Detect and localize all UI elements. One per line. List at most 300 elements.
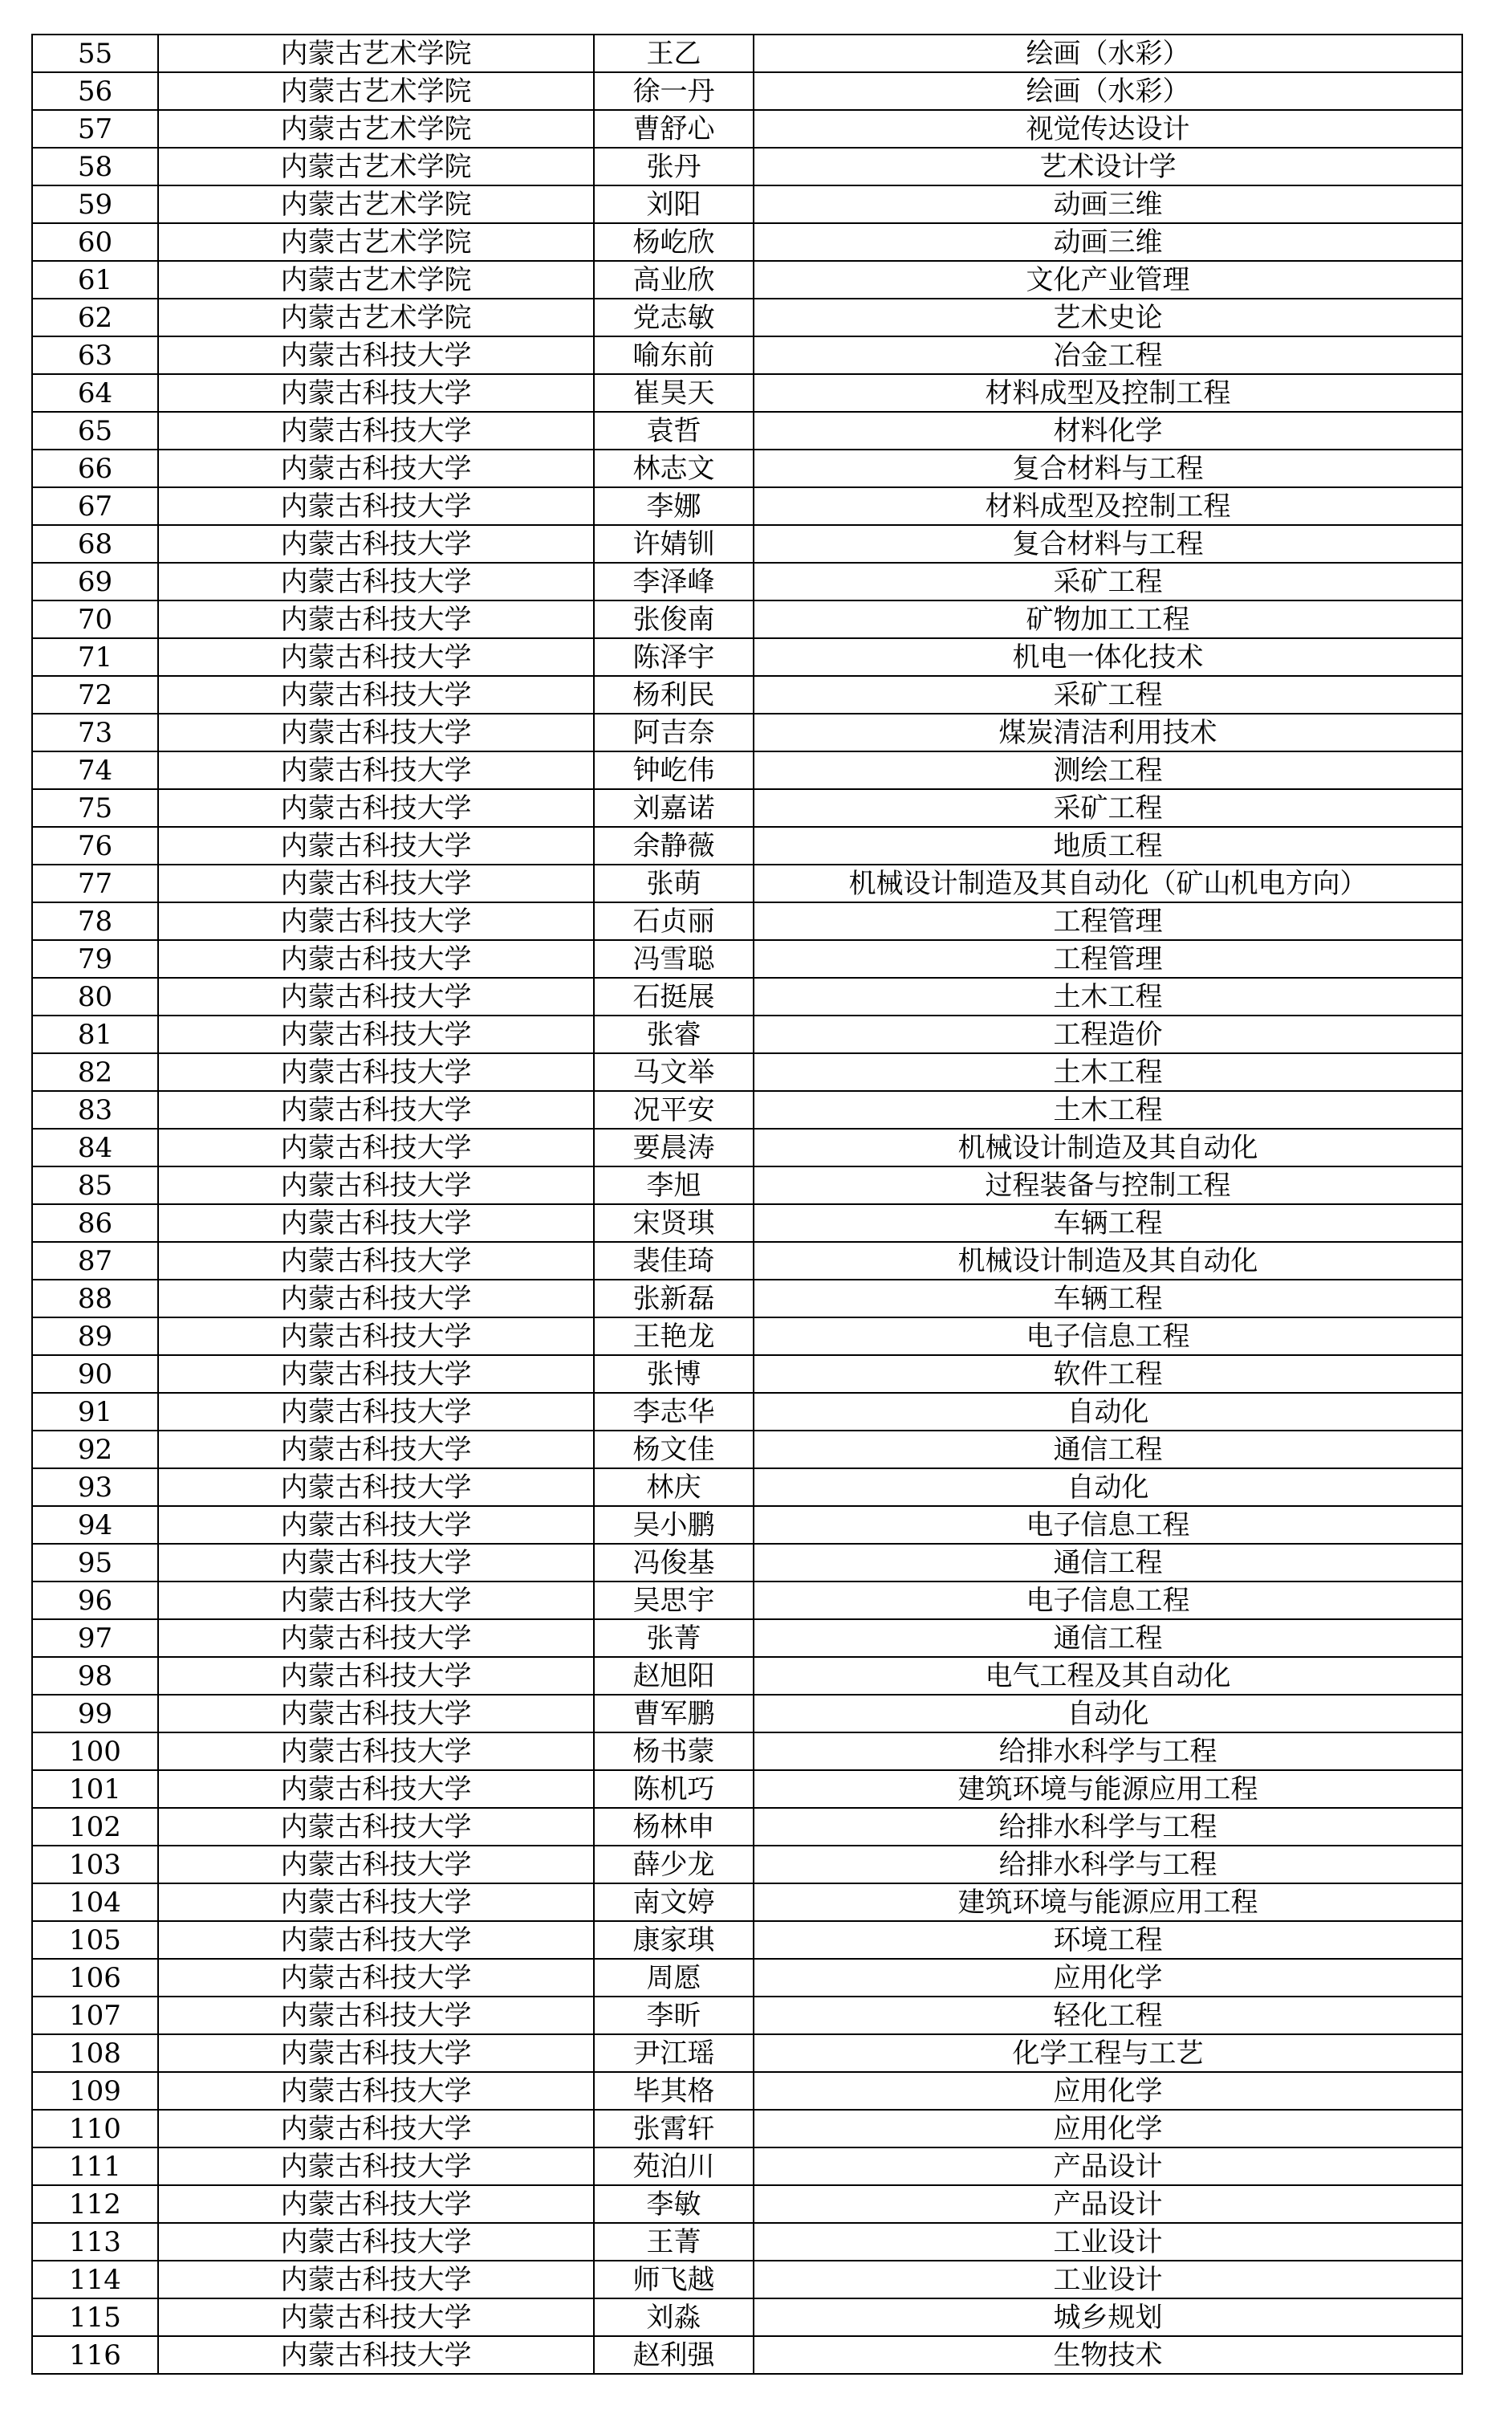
major-cell: 环境工程 <box>754 1921 1462 1959</box>
table-row <box>32 2034 1462 2072</box>
table-row <box>32 185 1462 223</box>
major-cell: 应用化学 <box>754 2072 1462 2110</box>
row-number-cell: 92 <box>32 1431 158 1468</box>
major-cell: 电子信息工程 <box>754 1317 1462 1355</box>
student-name-cell: 吴小鹏 <box>594 1506 754 1544</box>
row-number-cell: 73 <box>32 714 158 751</box>
major-cell: 艺术史论 <box>754 299 1462 336</box>
school-cell: 内蒙古科技大学 <box>158 1846 594 1883</box>
row-number-cell: 80 <box>32 978 158 1016</box>
student-name-cell: 杨文佳 <box>594 1431 754 1468</box>
school-cell: 内蒙古科技大学 <box>158 2147 594 2185</box>
student-name-cell: 王乙 <box>594 35 754 72</box>
major-cell: 工业设计 <box>754 2223 1462 2261</box>
row-number-cell: 97 <box>32 1619 158 1657</box>
school-cell: 内蒙古科技大学 <box>158 2336 594 2374</box>
table-row <box>32 1129 1462 1166</box>
row-number-cell: 59 <box>32 185 158 223</box>
school-cell: 内蒙古科技大学 <box>158 1921 594 1959</box>
student-name-cell: 王菁 <box>594 2223 754 2261</box>
student-name-cell: 李娜 <box>594 487 754 525</box>
major-cell: 给排水科学与工程 <box>754 1808 1462 1846</box>
major-cell: 文化产业管理 <box>754 261 1462 299</box>
student-name-cell: 李泽峰 <box>594 563 754 600</box>
school-cell: 内蒙古科技大学 <box>158 1732 594 1770</box>
table-row <box>32 1053 1462 1091</box>
row-number-cell: 77 <box>32 865 158 902</box>
student-name-cell: 陈机巧 <box>594 1770 754 1808</box>
student-name-cell: 李昕 <box>594 1997 754 2034</box>
major-cell: 机械设计制造及其自动化 <box>754 1242 1462 1280</box>
school-cell: 内蒙古科技大学 <box>158 600 594 638</box>
student-name-cell: 张睿 <box>594 1016 754 1053</box>
school-cell: 内蒙古科技大学 <box>158 450 594 487</box>
school-cell: 内蒙古科技大学 <box>158 487 594 525</box>
student-name-cell: 南文婷 <box>594 1883 754 1921</box>
table-body <box>32 35 1462 2374</box>
student-name-cell: 张霄轩 <box>594 2110 754 2147</box>
table-row <box>32 1770 1462 1808</box>
student-name-cell: 康家琪 <box>594 1921 754 1959</box>
row-number-cell: 90 <box>32 1355 158 1393</box>
school-cell: 内蒙古科技大学 <box>158 714 594 751</box>
school-cell: 内蒙古科技大学 <box>158 1506 594 1544</box>
table-row <box>32 1431 1462 1468</box>
school-cell: 内蒙古艺术学院 <box>158 72 594 110</box>
table-row <box>32 1959 1462 1997</box>
row-number-cell: 69 <box>32 563 158 600</box>
major-cell: 工程造价 <box>754 1016 1462 1053</box>
major-cell: 通信工程 <box>754 1544 1462 1582</box>
school-cell: 内蒙古科技大学 <box>158 374 594 412</box>
student-name-cell: 党志敏 <box>594 299 754 336</box>
school-cell: 内蒙古艺术学院 <box>158 35 594 72</box>
row-number-cell: 70 <box>32 600 158 638</box>
row-number-cell: 115 <box>32 2298 158 2336</box>
school-cell: 内蒙古科技大学 <box>158 1355 594 1393</box>
table-row <box>32 1393 1462 1431</box>
school-cell: 内蒙古科技大学 <box>158 1883 594 1921</box>
table-row <box>32 148 1462 185</box>
table-row <box>32 1695 1462 1732</box>
row-number-cell: 88 <box>32 1280 158 1317</box>
table-row <box>32 1657 1462 1695</box>
row-number-cell: 99 <box>32 1695 158 1732</box>
school-cell: 内蒙古艺术学院 <box>158 223 594 261</box>
major-cell: 冶金工程 <box>754 336 1462 374</box>
major-cell: 工程管理 <box>754 940 1462 978</box>
major-cell: 土木工程 <box>754 1053 1462 1091</box>
table-row <box>32 978 1462 1016</box>
school-cell: 内蒙古艺术学院 <box>158 110 594 148</box>
table-row <box>32 940 1462 978</box>
row-number-cell: 82 <box>32 1053 158 1091</box>
row-number-cell: 76 <box>32 827 158 865</box>
major-cell: 生物技术 <box>754 2336 1462 2374</box>
major-cell: 车辆工程 <box>754 1280 1462 1317</box>
student-name-cell: 尹江瑶 <box>594 2034 754 2072</box>
table-row <box>32 2110 1462 2147</box>
row-number-cell: 83 <box>32 1091 158 1129</box>
table-row <box>32 412 1462 450</box>
table-row <box>32 2261 1462 2298</box>
student-name-cell: 林庆 <box>594 1468 754 1506</box>
row-number-cell: 79 <box>32 940 158 978</box>
major-cell: 复合材料与工程 <box>754 525 1462 563</box>
school-cell: 内蒙古艺术学院 <box>158 148 594 185</box>
table-row <box>32 638 1462 676</box>
school-cell: 内蒙古艺术学院 <box>158 185 594 223</box>
row-number-cell: 95 <box>32 1544 158 1582</box>
row-number-cell: 86 <box>32 1204 158 1242</box>
school-cell: 内蒙古科技大学 <box>158 1582 594 1619</box>
row-number-cell: 74 <box>32 751 158 789</box>
student-name-cell: 师飞越 <box>594 2261 754 2298</box>
row-number-cell: 87 <box>32 1242 158 1280</box>
school-cell: 内蒙古科技大学 <box>158 940 594 978</box>
table-row <box>32 525 1462 563</box>
row-number-cell: 96 <box>32 1582 158 1619</box>
table-row <box>32 2336 1462 2374</box>
major-cell: 城乡规划 <box>754 2298 1462 2336</box>
row-number-cell: 112 <box>32 2185 158 2223</box>
row-number-cell: 105 <box>32 1921 158 1959</box>
major-cell: 应用化学 <box>754 2110 1462 2147</box>
table-row <box>32 1921 1462 1959</box>
school-cell: 内蒙古科技大学 <box>158 1053 594 1091</box>
school-cell: 内蒙古科技大学 <box>158 1166 594 1204</box>
school-cell: 内蒙古科技大学 <box>158 676 594 714</box>
student-name-cell: 赵旭阳 <box>594 1657 754 1695</box>
major-cell: 机械设计制造及其自动化（矿山机电方向） <box>754 865 1462 902</box>
row-number-cell: 98 <box>32 1657 158 1695</box>
student-name-cell: 毕其格 <box>594 2072 754 2110</box>
student-name-cell: 要晨涛 <box>594 1129 754 1166</box>
row-number-cell: 64 <box>32 374 158 412</box>
student-name-cell: 林志文 <box>594 450 754 487</box>
student-name-cell: 冯俊基 <box>594 1544 754 1582</box>
school-cell: 内蒙古科技大学 <box>158 827 594 865</box>
row-number-cell: 78 <box>32 902 158 940</box>
student-name-cell: 赵利强 <box>594 2336 754 2374</box>
major-cell: 通信工程 <box>754 1619 1462 1657</box>
major-cell: 视觉传达设计 <box>754 110 1462 148</box>
row-number-cell: 113 <box>32 2223 158 2261</box>
row-number-cell: 60 <box>32 223 158 261</box>
major-cell: 机电一体化技术 <box>754 638 1462 676</box>
student-list-table <box>31 34 1463 2375</box>
row-number-cell: 71 <box>32 638 158 676</box>
major-cell: 建筑环境与能源应用工程 <box>754 1770 1462 1808</box>
major-cell: 煤炭清洁利用技术 <box>754 714 1462 751</box>
row-number-cell: 94 <box>32 1506 158 1544</box>
student-name-cell: 马文举 <box>594 1053 754 1091</box>
major-cell: 地质工程 <box>754 827 1462 865</box>
school-cell: 内蒙古科技大学 <box>158 865 594 902</box>
row-number-cell: 85 <box>32 1166 158 1204</box>
row-number-cell: 81 <box>32 1016 158 1053</box>
table-row <box>32 600 1462 638</box>
row-number-cell: 103 <box>32 1846 158 1883</box>
student-name-cell: 张丹 <box>594 148 754 185</box>
row-number-cell: 57 <box>32 110 158 148</box>
student-name-cell: 宋贤琪 <box>594 1204 754 1242</box>
student-name-cell: 吴思宇 <box>594 1582 754 1619</box>
student-name-cell: 高业欣 <box>594 261 754 299</box>
school-cell: 内蒙古科技大学 <box>158 1770 594 1808</box>
major-cell: 给排水科学与工程 <box>754 1732 1462 1770</box>
table-row <box>32 865 1462 902</box>
school-cell: 内蒙古科技大学 <box>158 1808 594 1846</box>
row-number-cell: 101 <box>32 1770 158 1808</box>
student-name-cell: 张博 <box>594 1355 754 1393</box>
table-row <box>32 261 1462 299</box>
table-row <box>32 1846 1462 1883</box>
student-name-cell: 刘淼 <box>594 2298 754 2336</box>
row-number-cell: 93 <box>32 1468 158 1506</box>
major-cell: 电子信息工程 <box>754 1582 1462 1619</box>
table-row <box>32 1091 1462 1129</box>
student-name-cell: 冯雪聪 <box>594 940 754 978</box>
student-name-cell: 张萌 <box>594 865 754 902</box>
table-row <box>32 563 1462 600</box>
school-cell: 内蒙古科技大学 <box>158 1657 594 1695</box>
table-row <box>32 336 1462 374</box>
table-row <box>32 2072 1462 2110</box>
table-row <box>32 676 1462 714</box>
row-number-cell: 91 <box>32 1393 158 1431</box>
row-number-cell: 63 <box>32 336 158 374</box>
row-number-cell: 107 <box>32 1997 158 2034</box>
row-number-cell: 100 <box>32 1732 158 1770</box>
table-row <box>32 374 1462 412</box>
major-cell: 过程装备与控制工程 <box>754 1166 1462 1204</box>
student-name-cell: 石挺展 <box>594 978 754 1016</box>
row-number-cell: 62 <box>32 299 158 336</box>
student-name-cell: 苑泊川 <box>594 2147 754 2185</box>
school-cell: 内蒙古科技大学 <box>158 1204 594 1242</box>
table-row <box>32 1997 1462 2034</box>
school-cell: 内蒙古科技大学 <box>158 751 594 789</box>
table-row <box>32 1582 1462 1619</box>
major-cell: 采矿工程 <box>754 789 1462 827</box>
row-number-cell: 111 <box>32 2147 158 2185</box>
table-row <box>32 2223 1462 2261</box>
major-cell: 建筑环境与能源应用工程 <box>754 1883 1462 1921</box>
student-name-cell: 李旭 <box>594 1166 754 1204</box>
major-cell: 土木工程 <box>754 1091 1462 1129</box>
table-row <box>32 1166 1462 1204</box>
major-cell: 机械设计制造及其自动化 <box>754 1129 1462 1166</box>
table-row <box>32 2147 1462 2185</box>
school-cell: 内蒙古科技大学 <box>158 2298 594 2336</box>
student-name-cell: 裴佳琦 <box>594 1242 754 1280</box>
table-row <box>32 1808 1462 1846</box>
school-cell: 内蒙古科技大学 <box>158 1619 594 1657</box>
school-cell: 内蒙古科技大学 <box>158 1997 594 2034</box>
student-name-cell: 杨屹欣 <box>594 223 754 261</box>
student-list-sheet <box>31 34 1461 2375</box>
table-row <box>32 110 1462 148</box>
table-row <box>32 1468 1462 1506</box>
student-name-cell: 陈泽宇 <box>594 638 754 676</box>
row-number-cell: 106 <box>32 1959 158 1997</box>
row-number-cell: 55 <box>32 35 158 72</box>
table-row <box>32 72 1462 110</box>
school-cell: 内蒙古艺术学院 <box>158 261 594 299</box>
table-row <box>32 1544 1462 1582</box>
row-number-cell: 75 <box>32 789 158 827</box>
major-cell: 工业设计 <box>754 2261 1462 2298</box>
major-cell: 自动化 <box>754 1468 1462 1506</box>
table-row <box>32 299 1462 336</box>
school-cell: 内蒙古科技大学 <box>158 1393 594 1431</box>
row-number-cell: 61 <box>32 261 158 299</box>
major-cell: 轻化工程 <box>754 1997 1462 2034</box>
row-number-cell: 89 <box>32 1317 158 1355</box>
row-number-cell: 109 <box>32 2072 158 2110</box>
table-row <box>32 1355 1462 1393</box>
table-row <box>32 827 1462 865</box>
student-name-cell: 薛少龙 <box>594 1846 754 1883</box>
table-row <box>32 223 1462 261</box>
school-cell: 内蒙古科技大学 <box>158 902 594 940</box>
row-number-cell: 108 <box>32 2034 158 2072</box>
table-row <box>32 1016 1462 1053</box>
table-row <box>32 450 1462 487</box>
major-cell: 动画三维 <box>754 185 1462 223</box>
major-cell: 产品设计 <box>754 2185 1462 2223</box>
row-number-cell: 72 <box>32 676 158 714</box>
major-cell: 工程管理 <box>754 902 1462 940</box>
major-cell: 应用化学 <box>754 1959 1462 1997</box>
table-row <box>32 1317 1462 1355</box>
row-number-cell: 110 <box>32 2110 158 2147</box>
school-cell: 内蒙古科技大学 <box>158 789 594 827</box>
school-cell: 内蒙古科技大学 <box>158 2223 594 2261</box>
student-name-cell: 阿吉奈 <box>594 714 754 751</box>
school-cell: 内蒙古科技大学 <box>158 1242 594 1280</box>
table-row <box>32 1732 1462 1770</box>
school-cell: 内蒙古科技大学 <box>158 1091 594 1129</box>
table-row <box>32 487 1462 525</box>
school-cell: 内蒙古科技大学 <box>158 563 594 600</box>
row-number-cell: 102 <box>32 1808 158 1846</box>
table-row <box>32 1619 1462 1657</box>
school-cell: 内蒙古科技大学 <box>158 978 594 1016</box>
school-cell: 内蒙古科技大学 <box>158 1280 594 1317</box>
school-cell: 内蒙古科技大学 <box>158 2185 594 2223</box>
row-number-cell: 116 <box>32 2336 158 2374</box>
student-name-cell: 袁哲 <box>594 412 754 450</box>
student-name-cell: 曹军鹏 <box>594 1695 754 1732</box>
major-cell: 电气工程及其自动化 <box>754 1657 1462 1695</box>
row-number-cell: 66 <box>32 450 158 487</box>
school-cell: 内蒙古科技大学 <box>158 1544 594 1582</box>
major-cell: 自动化 <box>754 1695 1462 1732</box>
student-name-cell: 杨书蒙 <box>594 1732 754 1770</box>
major-cell: 动画三维 <box>754 223 1462 261</box>
major-cell: 测绘工程 <box>754 751 1462 789</box>
school-cell: 内蒙古科技大学 <box>158 1468 594 1506</box>
student-name-cell: 钟屹伟 <box>594 751 754 789</box>
major-cell: 给排水科学与工程 <box>754 1846 1462 1883</box>
student-name-cell: 李敏 <box>594 2185 754 2223</box>
student-name-cell: 余静薇 <box>594 827 754 865</box>
school-cell: 内蒙古科技大学 <box>158 2261 594 2298</box>
major-cell: 绘画（水彩） <box>754 35 1462 72</box>
row-number-cell: 67 <box>32 487 158 525</box>
student-name-cell: 许婧钏 <box>594 525 754 563</box>
table-row <box>32 714 1462 751</box>
school-cell: 内蒙古科技大学 <box>158 336 594 374</box>
table-row <box>32 751 1462 789</box>
school-cell: 内蒙古科技大学 <box>158 2110 594 2147</box>
student-name-cell: 石贞丽 <box>594 902 754 940</box>
row-number-cell: 56 <box>32 72 158 110</box>
student-name-cell: 张菁 <box>594 1619 754 1657</box>
major-cell: 矿物加工工程 <box>754 600 1462 638</box>
school-cell: 内蒙古科技大学 <box>158 1016 594 1053</box>
school-cell: 内蒙古科技大学 <box>158 1317 594 1355</box>
major-cell: 材料成型及控制工程 <box>754 487 1462 525</box>
major-cell: 自动化 <box>754 1393 1462 1431</box>
row-number-cell: 58 <box>32 148 158 185</box>
student-name-cell: 刘嘉诺 <box>594 789 754 827</box>
student-name-cell: 杨利民 <box>594 676 754 714</box>
major-cell: 艺术设计学 <box>754 148 1462 185</box>
school-cell: 内蒙古科技大学 <box>158 2072 594 2110</box>
student-name-cell: 周愿 <box>594 1959 754 1997</box>
table-row <box>32 35 1462 72</box>
major-cell: 电子信息工程 <box>754 1506 1462 1544</box>
row-number-cell: 65 <box>32 412 158 450</box>
student-name-cell: 张新磊 <box>594 1280 754 1317</box>
major-cell: 复合材料与工程 <box>754 450 1462 487</box>
school-cell: 内蒙古科技大学 <box>158 638 594 676</box>
major-cell: 绘画（水彩） <box>754 72 1462 110</box>
major-cell: 通信工程 <box>754 1431 1462 1468</box>
row-number-cell: 104 <box>32 1883 158 1921</box>
table-row <box>32 789 1462 827</box>
table-row <box>32 1883 1462 1921</box>
major-cell: 车辆工程 <box>754 1204 1462 1242</box>
school-cell: 内蒙古科技大学 <box>158 1431 594 1468</box>
student-name-cell: 况平安 <box>594 1091 754 1129</box>
student-name-cell: 杨林申 <box>594 1808 754 1846</box>
table-row <box>32 2185 1462 2223</box>
major-cell: 产品设计 <box>754 2147 1462 2185</box>
school-cell: 内蒙古科技大学 <box>158 1129 594 1166</box>
major-cell: 采矿工程 <box>754 563 1462 600</box>
major-cell: 材料成型及控制工程 <box>754 374 1462 412</box>
student-name-cell: 王艳龙 <box>594 1317 754 1355</box>
row-number-cell: 114 <box>32 2261 158 2298</box>
major-cell: 土木工程 <box>754 978 1462 1016</box>
student-name-cell: 崔昊天 <box>594 374 754 412</box>
table-row <box>32 1506 1462 1544</box>
table-row <box>32 1280 1462 1317</box>
student-name-cell: 喻东前 <box>594 336 754 374</box>
school-cell: 内蒙古科技大学 <box>158 1695 594 1732</box>
school-cell: 内蒙古科技大学 <box>158 2034 594 2072</box>
table-row <box>32 1242 1462 1280</box>
table-row <box>32 1204 1462 1242</box>
major-cell: 材料化学 <box>754 412 1462 450</box>
student-name-cell: 徐一丹 <box>594 72 754 110</box>
major-cell: 化学工程与工艺 <box>754 2034 1462 2072</box>
row-number-cell: 68 <box>32 525 158 563</box>
